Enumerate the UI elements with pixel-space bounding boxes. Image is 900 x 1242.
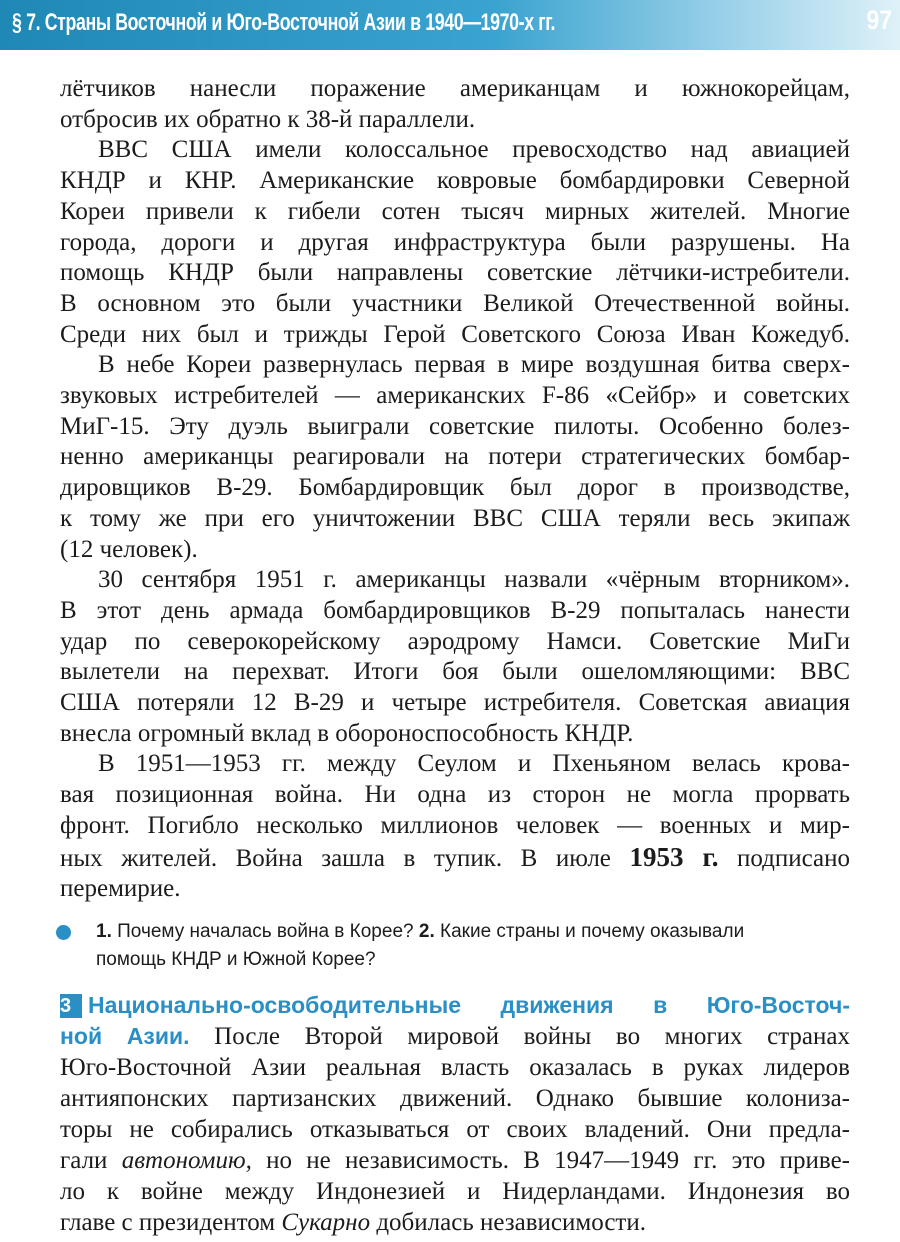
- text-line: В 1951—1953 гг. между Сеулом и Пхеньяном велась крова-: [98, 750, 850, 778]
- bold-date: 1953 г.: [629, 841, 719, 872]
- section-title: Национально-освободительные движения в Юго-Восточ-: [88, 992, 850, 1018]
- page-number: 97: [866, 5, 892, 35]
- text-line: КНДР и КНР. Американские ковровые бомбардировки Северной: [60, 167, 850, 195]
- section-3: [60, 990, 850, 1238]
- text-line: [60, 1145, 850, 1176]
- question-2-cont: помощь КНДР и Южной Корее?: [96, 949, 376, 970]
- text-line: перемирие.: [60, 875, 181, 903]
- question-2: Какие страны и почему оказывали: [440, 921, 745, 942]
- text-line: ВВС США имели колоссальное превосходство над авиацией: [98, 136, 850, 164]
- question-1: Почему началась война в Корее?: [117, 921, 414, 942]
- text-line: 30 сентября 1951 г. американцы назвали «чёрным вторником».: [98, 566, 850, 594]
- text-fragment: но не независимость. В 1947—1949 гг. это приве-: [266, 1147, 851, 1174]
- text-line: вылетели на перехват. Итоги боя были ошеломляющими: ВВС: [60, 658, 850, 686]
- page-header: [0, 0, 900, 50]
- question-text: [96, 918, 856, 974]
- paragraph-1: [60, 74, 850, 135]
- text-fragment: подписано: [737, 844, 851, 872]
- text-line: [60, 1207, 850, 1238]
- text-line: лётчиков нанесли поражение американцам и южнокорейцам,: [60, 75, 850, 102]
- text-line: антияпонских партизанских движений. Однако бывшие колониза-: [60, 1085, 850, 1112]
- question-bullet-icon: [56, 925, 71, 940]
- text-fragment: добилась независимости.: [376, 1209, 646, 1236]
- text-fragment: ных жителей. Война зашла в тупик. В июле: [60, 844, 611, 872]
- text-line: к тому же при его уничтожении ВВС США теряли весь экипаж: [60, 504, 850, 532]
- italic-term: автономию,: [121, 1147, 252, 1174]
- text-line: фронт. Погибло несколько миллионов человек — военных и мир-: [60, 811, 850, 839]
- italic-name: Сукарно: [281, 1209, 371, 1236]
- text-fragment: гали: [60, 1147, 108, 1174]
- text-line: США потеряли 12 В-29 и четыре истребителя. Советская авиация: [60, 689, 850, 717]
- text-fragment: главе с президентом: [60, 1209, 276, 1236]
- paragraph-4: [60, 565, 850, 749]
- text-line: звуковых истребителей — американских F-86 «Сейбр» и советских: [60, 382, 850, 410]
- text-line: В основном это были участники Великой Отечественной войны.: [60, 289, 850, 317]
- text-line: города, дороги и другая инфраструктура были разрушены. На: [60, 228, 850, 256]
- text-line: дировщиков В-29. Бомбардировщик был дорог в производстве,: [60, 474, 850, 502]
- text-line: ненно американцы реагировали на потери стратегических бомбар-: [60, 443, 850, 471]
- text-line: отбросив их обратно к 38-й параллели.: [60, 105, 476, 133]
- text-line: В этот день армада бомбардировщиков В-29 попыталась нанести: [60, 596, 850, 624]
- text-line: ло к войне между Индонезией и Нидерландами. Индонезия во: [60, 1178, 850, 1205]
- text-line: внесла огромный вклад в обороноспособность КНДР.: [60, 719, 634, 747]
- text-line: Среди них был и трижды Герой Советского Союза Иван Кожедуб.: [60, 320, 850, 348]
- chapter-title: § 7. Страны Восточной и Юго-Восточной Азии в 1940—1970-х гг.: [12, 9, 556, 36]
- text-line: (12 человек).: [60, 535, 198, 563]
- text-line: [60, 842, 850, 875]
- question-number: 1.: [96, 921, 112, 942]
- text-line: Кореи привели к гибели сотен тысяч мирных жителей. Многие: [60, 197, 850, 225]
- text-line: Юго-Восточной Азии реальная власть оказалась в руках лидеров: [60, 1054, 850, 1081]
- section-number-badge: 3: [60, 994, 82, 1018]
- question-number: 2.: [418, 921, 435, 942]
- section-heading-line: [60, 990, 850, 1021]
- text-line: [60, 1021, 850, 1052]
- main-text: [60, 74, 850, 905]
- text-line: удар по северокорейскому аэродрому Намси. Советские МиГи: [60, 627, 850, 655]
- section-title-cont: ной Азии.: [60, 1023, 190, 1049]
- text-line: помощь КНДР были направлены советские лётчики-истребители.: [60, 259, 850, 287]
- text-line: торы не собирались отказываться от своих владений. Они предла-: [60, 1116, 850, 1143]
- paragraph-5: [60, 749, 850, 905]
- text-line: вая позиционная война. Ни одна из сторон не могла прорвать: [60, 781, 850, 809]
- text-fragment: После Второй мировой войны во многих странах: [214, 1023, 850, 1050]
- paragraph-3: [60, 350, 850, 565]
- text-line: В небе Кореи развернулась первая в мире воздушная битва сверх-: [98, 351, 850, 379]
- text-line: МиГ-15. Эту дуэль выиграли советские пилоты. Особенно болез-: [60, 412, 850, 440]
- paragraph-2: [60, 135, 850, 350]
